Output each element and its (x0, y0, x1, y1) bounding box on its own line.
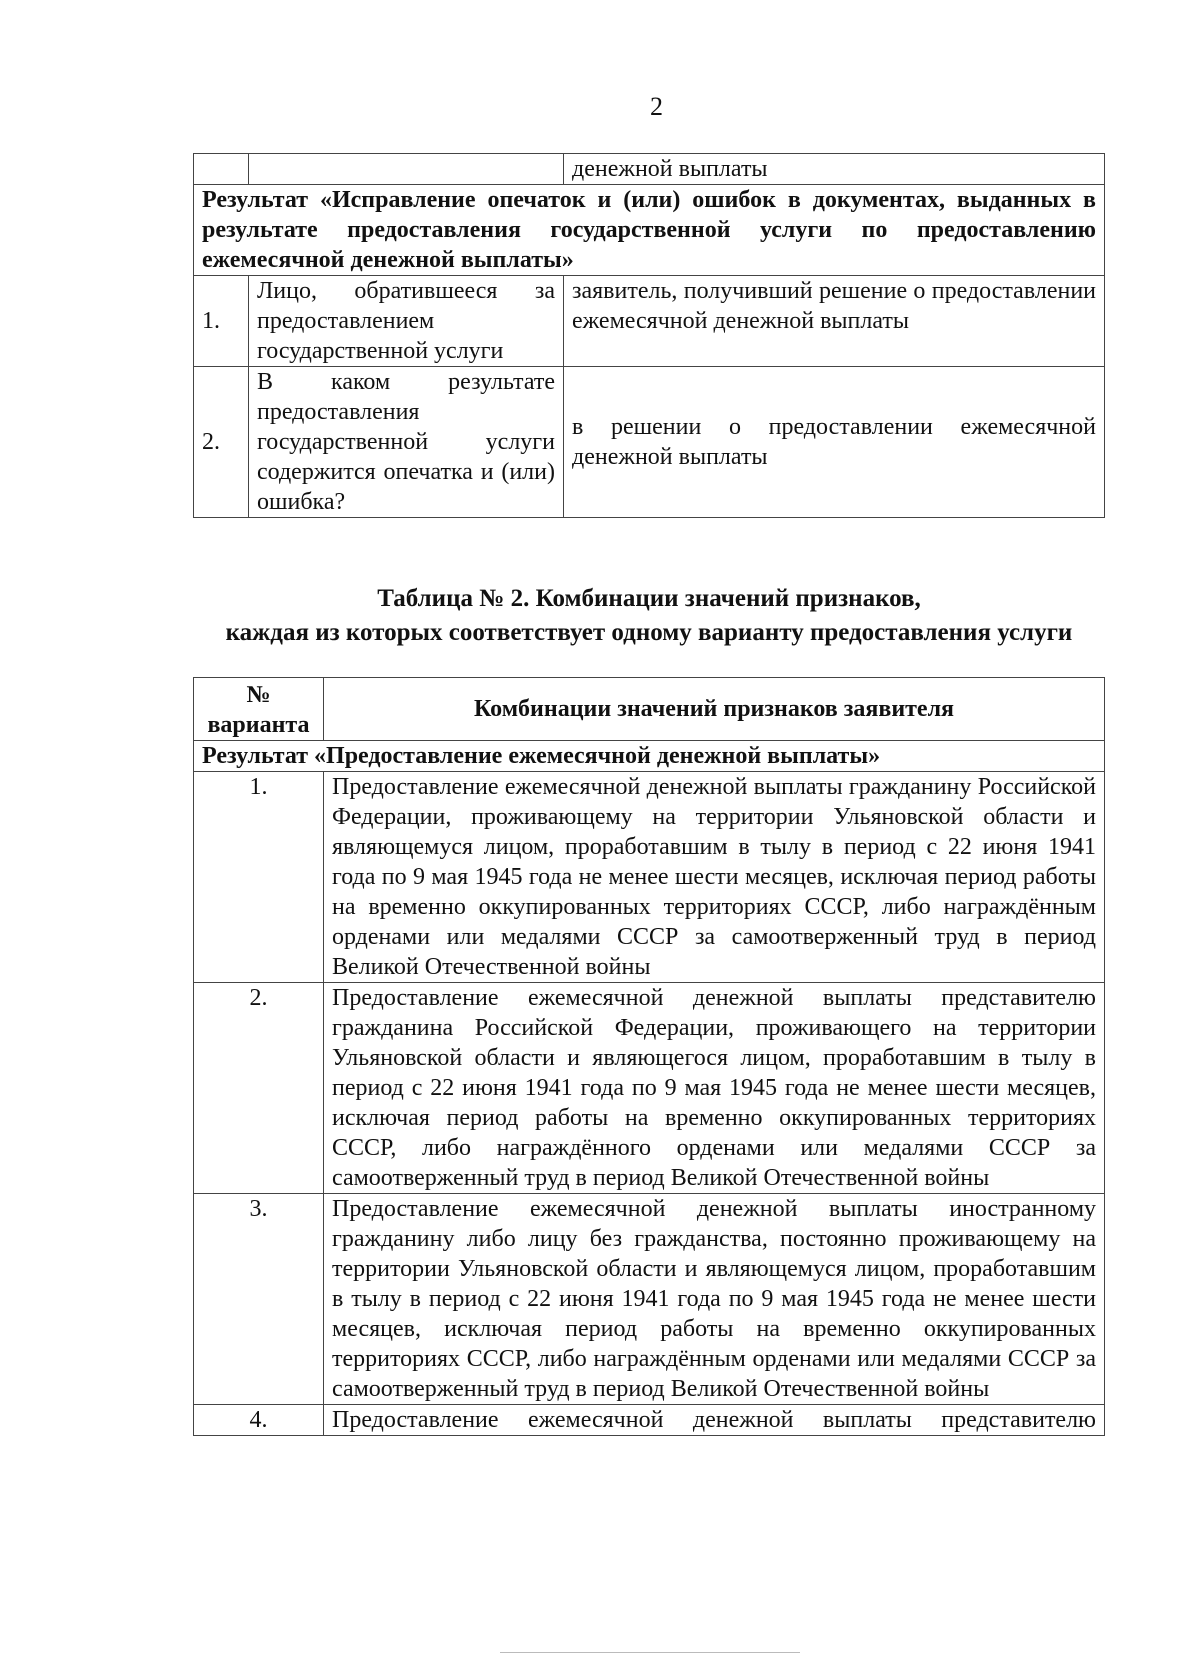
table-row (194, 1405, 1105, 1436)
page-number: 2 (650, 92, 663, 121)
variant-number: 2. (194, 983, 324, 1194)
caption-line-1: Таблица № 2. Комбинации значений признаков, (377, 585, 921, 612)
result-header: Результат «Предоставление ежемесячной денежной выплаты» (194, 741, 1105, 772)
variant-description: Предоставление ежемесячной денежной выплаты представителю (324, 1405, 1105, 1436)
table-cell-continued: денежной выплаты (564, 154, 1105, 185)
table-caption (193, 582, 1105, 650)
answer-cell: в решении о предоставлении ежемесячной денежной выплаты (564, 367, 1105, 518)
variant-number-header: № варианта (194, 678, 324, 741)
variant-description: Предоставление ежемесячной денежной выплаты гражданину Российской Федерации, проживающему на территории Ульяновской области и являющемуся лицом, проработавшим в тылу в период с 22 июня 1941 года по 9 мая 1945 года не менее шести месяцев, исключая период работы на временно оккупированных территориях СССР, либо награждённым орденами или медалями СССР за самоотверженный труд в период Великой Отечественной войны (324, 772, 1105, 983)
variant-number: 4. (194, 1405, 324, 1436)
variant-number: 3. (194, 1194, 324, 1405)
variant-description: Предоставление ежемесячной денежной выплаты иностранному гражданину либо лицу без гражданства, постоянно проживающему на территории Ульяновской области и являющемуся лицом, проработавшим в тылу в период с 22 июня 1941 года по 9 мая 1945 года не менее шести месяцев, исключая период работы на временно оккупированных территориях СССР, либо награждённым орденами или медалями СССР за самоотверженный труд в период Великой Отечественной войны (324, 1194, 1105, 1405)
variant-number: 1. (194, 772, 324, 983)
table-row (194, 276, 1105, 367)
attributes-table (193, 153, 1105, 518)
row-number: 1. (194, 276, 249, 367)
table-row (194, 367, 1105, 518)
variants-table (193, 677, 1105, 1436)
header-row (194, 678, 1105, 741)
combinations-header: Комбинации значений признаков заявителя (324, 678, 1105, 741)
question-cell: В каком результате предоставления государственной услуги содержится опечатка и (или) ошибка? (249, 367, 564, 518)
result-header: Результат «Исправление опечаток и (или) ошибок в документах, выданных в результате предоставления государственной услуги по предоставлению ежемесячной денежной выплаты» (194, 185, 1105, 276)
table-row (194, 772, 1105, 983)
result-header-row (194, 185, 1105, 276)
table-cell (194, 154, 249, 185)
table-cell (249, 154, 564, 185)
question-cell: Лицо, обратившееся за предоставлением государственной услуги (249, 276, 564, 367)
answer-cell: заявитель, получивший решение о предоставлении ежемесячной денежной выплаты (564, 276, 1105, 367)
variant-description: Предоставление ежемесячной денежной выплаты представителю гражданина Российской Федерации, проживающего на территории Ульяновской области и являющегося лицом, проработавшим в тылу в период с 22 июня 1941 года по 9 мая 1945 года не менее шести месяцев, исключая период работы на временно оккупированных территориях СССР, либо награждённого орденами или медалями СССР за самоотверженный труд в период Великой Отечественной войны (324, 983, 1105, 1194)
scan-artifact-line (500, 1652, 800, 1653)
row-number: 2. (194, 367, 249, 518)
table-row (194, 983, 1105, 1194)
table-row (194, 1194, 1105, 1405)
table-row (194, 154, 1105, 185)
result-header-row (194, 741, 1105, 772)
caption-line-2: каждая из которых соответствует одному варианту предоставления услуги (225, 619, 1073, 646)
